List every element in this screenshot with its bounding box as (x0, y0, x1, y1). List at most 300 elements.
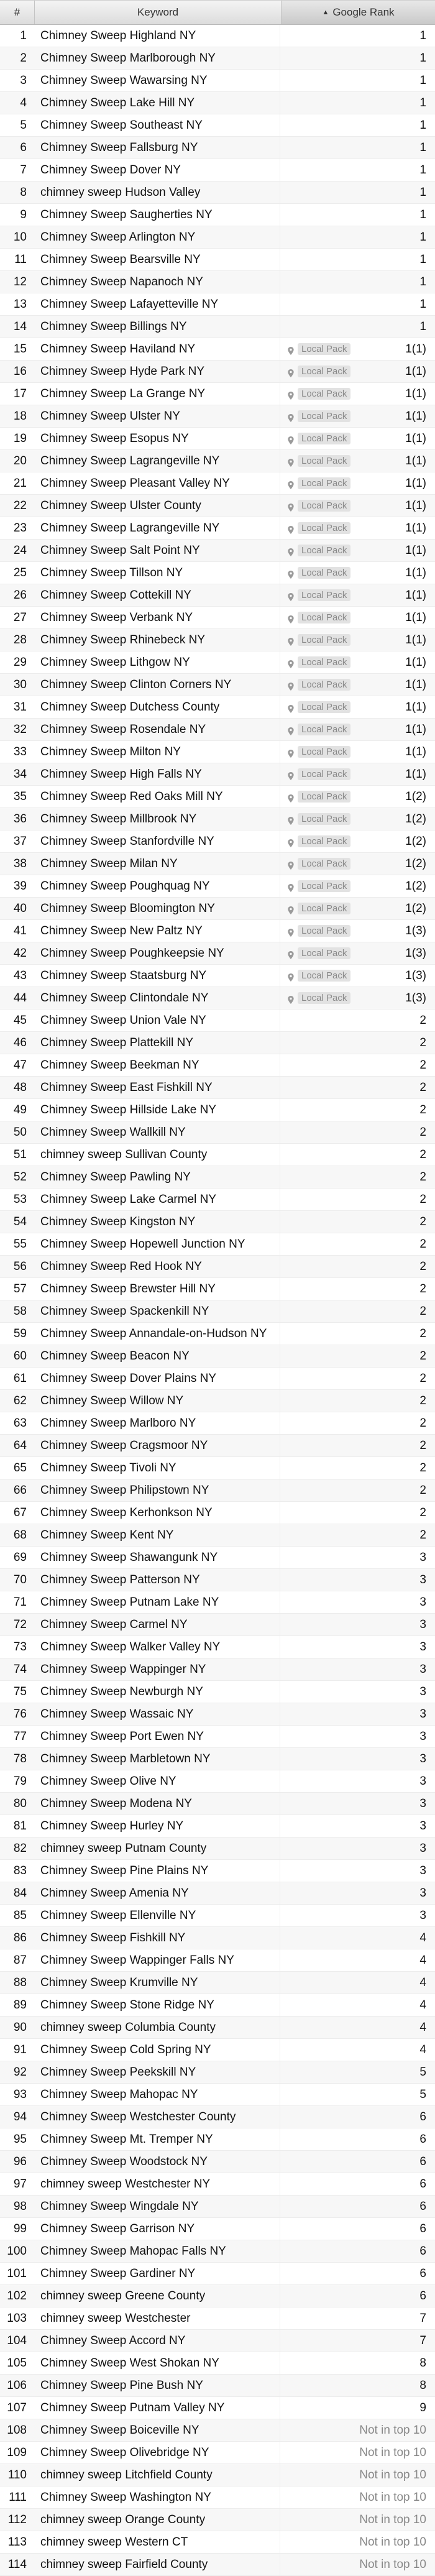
row-number: 71 (13, 1595, 27, 1609)
rank-value: 1(1) (405, 476, 426, 490)
rank-value: 1(1) (405, 588, 426, 602)
column-header-google-rank[interactable]: ▲ Google Rank (282, 1, 435, 24)
keyword-cell: Chimney Sweep Staatsburg NY (34, 965, 280, 987)
table-row[interactable] (0, 1502, 435, 1524)
row-number: 86 (13, 1931, 27, 1944)
keyword-cell: chimney sweep Putnam County (34, 1838, 280, 1859)
keyword-cell: Chimney Sweep Kent NY (34, 1524, 280, 1546)
keyword-cell: Chimney Sweep Gardiner NY (34, 2263, 280, 2284)
rank-cell (280, 808, 435, 830)
rank-cell (280, 2173, 435, 2195)
local-pack-badge (288, 433, 350, 444)
rank-cell (280, 1860, 435, 1882)
table-row[interactable] (0, 853, 435, 875)
rank-value: 8 (419, 2356, 426, 2370)
rank-cell (280, 1994, 435, 2016)
rank-value: 2 (419, 1394, 426, 1407)
table-row[interactable] (0, 1144, 435, 1166)
row-number: 3 (20, 73, 27, 87)
rank-value: 1(2) (405, 901, 426, 915)
row-number: 23 (13, 521, 27, 535)
table-row[interactable] (0, 2084, 435, 2106)
table-row[interactable] (0, 70, 435, 92)
rank-cell (280, 2442, 435, 2463)
rank-value: 3 (419, 1729, 426, 1743)
rank-value: 1(1) (405, 431, 426, 445)
row-number: 42 (13, 946, 27, 960)
keyword-cell: Chimney Sweep Annandale-on-Hudson NY (34, 1323, 280, 1345)
local-pack-badge (288, 388, 350, 400)
rank-cell (280, 719, 435, 740)
row-number: 22 (13, 499, 27, 512)
keyword-cell: Chimney Sweep Cragsmoor NY (34, 1435, 280, 1456)
rank-value: 6 (419, 2199, 426, 2213)
table-row[interactable] (0, 696, 435, 719)
table-row[interactable] (0, 607, 435, 629)
table-row[interactable] (0, 1905, 435, 1927)
table-row[interactable] (0, 226, 435, 249)
table-row[interactable] (0, 293, 435, 316)
table-row[interactable] (0, 1457, 435, 1479)
table-row[interactable] (0, 1211, 435, 1233)
keyword-cell: Chimney Sweep Milton NY (34, 741, 280, 763)
table-row[interactable] (0, 25, 435, 47)
table-row[interactable] (0, 965, 435, 987)
keyword-cell: Chimney Sweep Dutchess County (34, 696, 280, 718)
rank-cell (280, 1077, 435, 1098)
table-row[interactable] (0, 2151, 435, 2173)
table-row[interactable] (0, 159, 435, 182)
rank-value: 2 (419, 1013, 426, 1027)
table-row[interactable] (0, 1166, 435, 1189)
row-number: 9 (20, 208, 27, 221)
rank-cell (280, 2330, 435, 2352)
map-pin-icon (288, 412, 294, 420)
table-row[interactable] (0, 920, 435, 942)
row-number: 33 (13, 745, 27, 758)
keyword-cell: Chimney Sweep Philipstown NY (34, 1479, 280, 1501)
keyword-cell: Chimney Sweep Red Hook NY (34, 1256, 280, 1277)
table-row[interactable] (0, 2330, 435, 2352)
rank-value: 1 (419, 275, 426, 288)
table-row[interactable] (0, 383, 435, 405)
keyword-cell: Chimney Sweep Pawling NY (34, 1166, 280, 1188)
local-pack-label: Local Pack (298, 366, 350, 377)
rank-value: 1(1) (405, 521, 426, 535)
rank-value: 2 (419, 1371, 426, 1385)
table-row[interactable] (0, 1099, 435, 1121)
local-pack-badge (288, 970, 350, 982)
table-row[interactable] (0, 2486, 435, 2509)
keyword-cell: Chimney Sweep Ulster County (34, 495, 280, 517)
table-row[interactable] (0, 428, 435, 450)
row-number: 41 (13, 924, 27, 937)
keyword-cell: Chimney Sweep Plattekill NY (34, 1032, 280, 1054)
table-row[interactable] (0, 316, 435, 338)
table-row[interactable] (0, 2173, 435, 2196)
row-number: 5 (20, 118, 27, 132)
table-row[interactable] (0, 830, 435, 853)
map-pin-icon (288, 367, 294, 375)
local-pack-badge (288, 925, 350, 937)
row-number: 50 (13, 1125, 27, 1139)
table-row[interactable] (0, 2017, 435, 2039)
rank-cell (280, 1010, 435, 1031)
rank-cell (280, 47, 435, 69)
table-row[interactable] (0, 562, 435, 584)
keyword-cell: Chimney Sweep Fallsburg NY (34, 137, 280, 159)
rank-value: 1(3) (405, 946, 426, 960)
keyword-cell: Chimney Sweep Peekskill NY (34, 2061, 280, 2083)
rank-value: 1(3) (405, 968, 426, 982)
rank-cell (280, 898, 435, 919)
table-row[interactable] (0, 2039, 435, 2061)
table-row[interactable] (0, 719, 435, 741)
rank-cell (280, 1547, 435, 1568)
rank-cell (280, 942, 435, 964)
rank-value: 2 (419, 1170, 426, 1184)
row-number: 111 (9, 2490, 27, 2504)
keyword-cell: Chimney Sweep Tivoli NY (34, 1457, 280, 1479)
rank-cell (280, 1412, 435, 1434)
table-row[interactable] (0, 137, 435, 159)
keyword-cell: Chimney Sweep Mahopac NY (34, 2084, 280, 2105)
rank-value: 1 (419, 252, 426, 266)
table-row[interactable] (0, 540, 435, 562)
row-number: 100 (7, 2244, 27, 2258)
table-row[interactable] (0, 2531, 435, 2554)
keyword-cell: chimney sweep Westchester NY (34, 2173, 280, 2195)
table-row[interactable] (0, 1010, 435, 1032)
keyword-cell: Chimney Sweep Billings NY (34, 316, 280, 338)
table-row[interactable] (0, 1479, 435, 1502)
row-number: 84 (13, 1886, 27, 1900)
row-number: 12 (13, 275, 27, 288)
table-row[interactable] (0, 741, 435, 763)
table-row[interactable] (0, 1256, 435, 1278)
table-row[interactable] (0, 271, 435, 293)
rank-value: Not in top 10 (359, 2513, 426, 2526)
rank-value: 1(2) (405, 857, 426, 870)
table-row[interactable] (0, 987, 435, 1010)
table-row[interactable] (0, 92, 435, 114)
rank-value: 8 (419, 2378, 426, 2392)
rank-cell (280, 830, 435, 852)
row-number: 113 (7, 2535, 27, 2549)
table-row[interactable] (0, 1189, 435, 1211)
row-number: 57 (13, 1282, 27, 1295)
row-number: 28 (13, 633, 27, 646)
map-pin-icon (288, 837, 294, 845)
rank-cell (280, 1099, 435, 1121)
local-pack-label: Local Pack (298, 724, 350, 735)
table-row[interactable] (0, 2509, 435, 2531)
rank-cell (280, 2061, 435, 2083)
table-row[interactable] (0, 1860, 435, 1882)
row-number: 106 (7, 2378, 27, 2392)
table-row[interactable] (0, 1658, 435, 1681)
row-number: 83 (13, 1864, 27, 1877)
row-number: 64 (13, 1438, 27, 1452)
local-pack-badge (288, 455, 350, 467)
rank-cell (280, 293, 435, 315)
table-row[interactable] (0, 1054, 435, 1077)
local-pack-label: Local Pack (298, 589, 350, 601)
table-row[interactable] (0, 1077, 435, 1099)
table-row[interactable] (0, 2218, 435, 2240)
keyword-cell: Chimney Sweep Spackenkill NY (34, 1300, 280, 1322)
table-row[interactable] (0, 1412, 435, 1435)
table-row[interactable] (0, 1032, 435, 1054)
rank-value: 5 (419, 2087, 426, 2101)
table-row[interactable] (0, 517, 435, 540)
table-row[interactable] (0, 898, 435, 920)
map-pin-icon (288, 435, 294, 443)
table-row[interactable] (0, 114, 435, 137)
table-row[interactable] (0, 1838, 435, 1860)
table-row[interactable] (0, 1726, 435, 1748)
rank-value: 3 (419, 1774, 426, 1788)
keyword-cell: chimney sweep Westchester (34, 2307, 280, 2329)
row-number: 87 (13, 1953, 27, 1967)
rank-cell (280, 2084, 435, 2105)
local-pack-label: Local Pack (298, 522, 350, 534)
keyword-cell: Chimney Sweep Hillside Lake NY (34, 1099, 280, 1121)
table-row[interactable] (0, 1994, 435, 2017)
local-pack-label: Local Pack (298, 768, 350, 780)
local-pack-badge (288, 500, 350, 512)
row-number: 35 (13, 789, 27, 803)
rank-cell (280, 2486, 435, 2508)
table-row[interactable] (0, 1614, 435, 1636)
table-row[interactable] (0, 763, 435, 786)
local-pack-label: Local Pack (298, 433, 350, 444)
table-row[interactable] (0, 875, 435, 898)
rank-value: 2 (419, 1416, 426, 1430)
local-pack-label: Local Pack (298, 925, 350, 937)
rank-cell (280, 1838, 435, 1859)
table-row[interactable] (0, 1435, 435, 1457)
row-number: 97 (13, 2177, 27, 2191)
table-row[interactable] (0, 2442, 435, 2464)
table-row[interactable] (0, 1927, 435, 1949)
table-row[interactable] (0, 1703, 435, 1726)
table-row[interactable] (0, 2464, 435, 2486)
table-row[interactable] (0, 1547, 435, 1569)
column-header-keyword[interactable]: Keyword (35, 1, 282, 24)
table-row[interactable] (0, 1882, 435, 1905)
table-row[interactable] (0, 1278, 435, 1300)
table-row[interactable] (0, 1121, 435, 1144)
rank-value: 4 (419, 1976, 426, 1989)
row-number: 13 (13, 297, 27, 311)
table-row[interactable] (0, 495, 435, 517)
table-row[interactable] (0, 629, 435, 651)
keyword-cell: Chimney Sweep Marbletown NY (34, 1748, 280, 1770)
table-row[interactable] (0, 2352, 435, 2375)
rank-value: 1(1) (405, 633, 426, 646)
row-number: 6 (20, 140, 27, 154)
table-row[interactable] (0, 472, 435, 495)
rank-value: 6 (419, 2222, 426, 2235)
row-number: 24 (13, 543, 27, 557)
rank-value: 3 (419, 1841, 426, 1855)
keyword-cell: Chimney Sweep Lagrangeville NY (34, 517, 280, 539)
row-number: 70 (13, 1573, 27, 1586)
rank-value: 2 (419, 1148, 426, 1161)
table-row[interactable] (0, 1390, 435, 1412)
table-row[interactable] (0, 2285, 435, 2307)
rank-value: 1(1) (405, 387, 426, 400)
table-row[interactable] (0, 361, 435, 383)
keyword-cell: chimney sweep Fairfield County (34, 2554, 280, 2575)
rank-value: 1(1) (405, 409, 426, 423)
table-row[interactable] (0, 1368, 435, 1390)
map-pin-icon (288, 502, 294, 510)
keyword-cell: Chimney Sweep Red Oaks Mill NY (34, 786, 280, 807)
keyword-cell: Chimney Sweep Willow NY (34, 1390, 280, 1412)
table-row[interactable] (0, 1681, 435, 1703)
rank-value: 4 (419, 1953, 426, 1967)
rank-value: Not in top 10 (359, 2490, 426, 2504)
local-pack-label: Local Pack (298, 634, 350, 646)
keyword-cell: Chimney Sweep Napanoch NY (34, 271, 280, 293)
rank-value: 1 (419, 96, 426, 109)
rank-value: 2 (419, 1125, 426, 1139)
table-row[interactable] (0, 1949, 435, 1972)
table-row[interactable] (0, 1793, 435, 1815)
rank-cell (280, 2375, 435, 2396)
table-row[interactable] (0, 1815, 435, 1838)
rank-value: 1 (419, 185, 426, 199)
table-row[interactable] (0, 1748, 435, 1770)
row-number: 14 (13, 320, 27, 333)
rank-value: 2 (419, 1461, 426, 1474)
keyword-cell: Chimney Sweep Arlington NY (34, 226, 280, 248)
rank-value: 6 (419, 2132, 426, 2146)
rank-cell (280, 763, 435, 785)
table-row[interactable] (0, 2375, 435, 2397)
rank-cell (280, 2397, 435, 2419)
map-pin-icon (288, 390, 294, 398)
table-row[interactable] (0, 2554, 435, 2576)
local-pack-badge (288, 656, 350, 668)
table-row[interactable] (0, 450, 435, 472)
table-row[interactable] (0, 249, 435, 271)
row-number: 112 (7, 2513, 27, 2526)
keyword-cell: Chimney Sweep Washington NY (34, 2486, 280, 2508)
table-row[interactable] (0, 1323, 435, 1345)
table-row[interactable] (0, 405, 435, 428)
rank-cell (280, 1189, 435, 1210)
map-pin-icon (288, 569, 294, 577)
table-row[interactable] (0, 808, 435, 830)
map-pin-icon (288, 793, 294, 801)
row-number: 75 (13, 1685, 27, 1698)
rank-value: 1(1) (405, 700, 426, 714)
row-number: 39 (13, 879, 27, 893)
keyword-cell: chimney sweep Hudson Valley (34, 182, 280, 203)
rank-cell (280, 2285, 435, 2307)
map-pin-icon (288, 681, 294, 689)
row-number: 34 (13, 767, 27, 781)
table-row[interactable] (0, 2240, 435, 2263)
table-row[interactable] (0, 2061, 435, 2084)
table-row[interactable] (0, 2397, 435, 2419)
rank-value: 1(3) (405, 924, 426, 937)
map-pin-icon (288, 815, 294, 823)
row-number: 4 (20, 96, 27, 109)
keyword-cell: Chimney Sweep Saugherties NY (34, 204, 280, 226)
table-row[interactable] (0, 1770, 435, 1793)
rank-value: 1 (419, 29, 426, 42)
table-row[interactable] (0, 182, 435, 204)
table-row[interactable] (0, 1569, 435, 1591)
keyword-cell: Chimney Sweep Ulster NY (34, 405, 280, 427)
local-pack-badge (288, 880, 350, 892)
table-row[interactable] (0, 2128, 435, 2151)
keyword-cell: Chimney Sweep Stanfordville NY (34, 830, 280, 852)
map-pin-icon (288, 725, 294, 734)
table-row[interactable] (0, 584, 435, 607)
map-pin-icon (288, 457, 294, 465)
table-row[interactable] (0, 1524, 435, 1547)
table-row[interactable] (0, 1972, 435, 1994)
table-row[interactable] (0, 204, 435, 226)
rank-cell (280, 920, 435, 942)
table-row[interactable] (0, 338, 435, 361)
table-row[interactable] (0, 2263, 435, 2285)
map-pin-icon (288, 614, 294, 622)
row-number: 58 (13, 1304, 27, 1318)
row-number: 7 (20, 163, 27, 177)
rank-cell (280, 1435, 435, 1456)
table-row[interactable] (0, 2106, 435, 2128)
row-number: 73 (13, 1640, 27, 1654)
row-number: 37 (13, 834, 27, 848)
rank-value: 3 (419, 1550, 426, 1564)
table-row[interactable] (0, 2196, 435, 2218)
rank-value: 1(1) (405, 745, 426, 758)
table-row[interactable] (0, 1300, 435, 1323)
local-pack-label: Local Pack (298, 880, 350, 892)
rank-value: 2 (419, 1349, 426, 1363)
rank-cell (280, 853, 435, 875)
table-row[interactable] (0, 674, 435, 696)
rank-value: 1 (419, 230, 426, 244)
rank-cell (280, 1121, 435, 1143)
rank-cell (280, 2151, 435, 2173)
table-row[interactable] (0, 1345, 435, 1368)
rank-cell (280, 1770, 435, 1792)
table-row[interactable] (0, 651, 435, 674)
rank-value: 2 (419, 1080, 426, 1094)
table-row[interactable] (0, 786, 435, 808)
table-row[interactable] (0, 1636, 435, 1658)
column-header-number[interactable]: # (0, 1, 35, 24)
local-pack-badge (288, 768, 350, 780)
table-row[interactable] (0, 2307, 435, 2330)
table-row[interactable] (0, 1233, 435, 1256)
table-row[interactable] (0, 2419, 435, 2442)
local-pack-label: Local Pack (298, 567, 350, 579)
rank-value: Not in top 10 (359, 2423, 426, 2437)
rank-cell (280, 1703, 435, 1725)
keyword-cell: Chimney Sweep Ellenville NY (34, 1905, 280, 1926)
table-row[interactable] (0, 47, 435, 70)
table-row[interactable] (0, 942, 435, 965)
table-row[interactable] (0, 1591, 435, 1614)
